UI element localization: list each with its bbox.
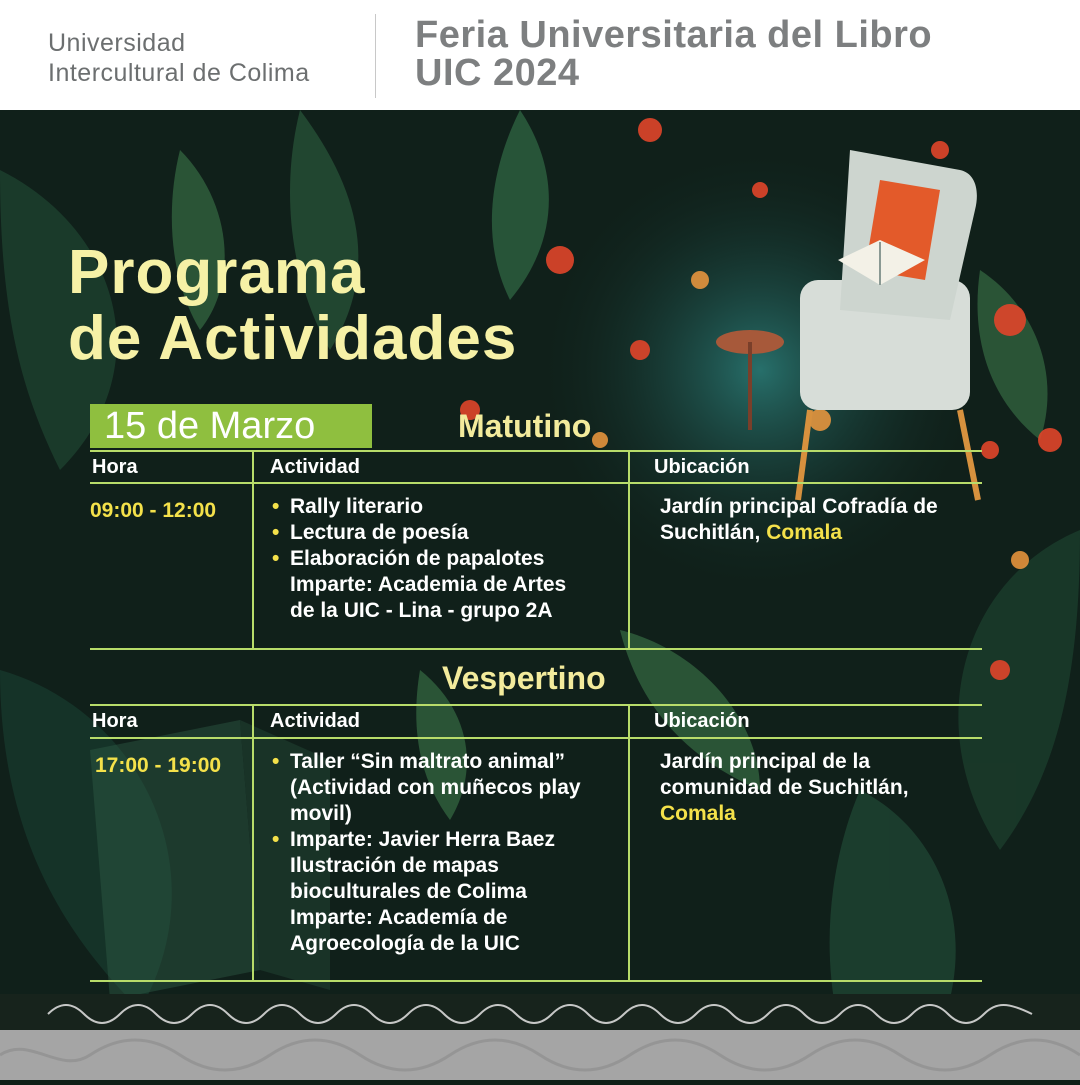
title-line-2: de Actividades: [68, 304, 518, 373]
location-accent: Comala: [766, 521, 843, 544]
university-line-2: Intercultural de Colima: [48, 59, 310, 87]
list-item: • Imparte: Javier Herra Baez Ilustración de mapas bioculturales de Colima Imparte: Academía de Agroecología de la UIC: [272, 827, 581, 957]
vespertino-location: Jardín principal de la comunidad de Suchitlán, Comala: [660, 750, 909, 825]
title-line-1: Programa: [68, 238, 366, 307]
column-header-ubicacion: Ubicación: [654, 710, 750, 732]
column-header-hora: Hora: [92, 456, 138, 478]
matutino-location: Jardín principal Cofradía de Suchitlán, Comala: [660, 495, 938, 544]
table-line: [628, 704, 630, 980]
column-header-ubicacion: Ubicación: [654, 456, 750, 478]
list-item: • Elaboración de papalotes Imparte: Academia de Artes de la UIC - Lina - grupo 2A: [272, 546, 566, 624]
matutino-time: 09:00 - 12:00: [90, 499, 217, 522]
header-divider: [375, 14, 376, 98]
page-title: [68, 240, 517, 372]
table-line: [628, 450, 630, 648]
section-vespertino-label: Vespertino: [442, 660, 606, 696]
column-header-actividad: Actividad: [270, 710, 361, 732]
table-line: [252, 450, 254, 648]
section-matutino-label: Matutino: [458, 408, 592, 444]
decorative-border: [0, 994, 1080, 1030]
column-header-hora: Hora: [92, 710, 138, 732]
list-item: • Taller “Sin maltrato animal” (Actividad con muñecos play movil): [272, 749, 581, 827]
list-item: • Rally literario: [272, 494, 566, 520]
header-bar: [0, 0, 1080, 110]
event-title: [415, 16, 932, 92]
date-badge: [90, 404, 372, 448]
column-header-actividad: Actividad: [270, 456, 361, 478]
table-line: [90, 482, 982, 484]
table-line: [90, 704, 982, 706]
date-label: 15 de Marzo: [104, 405, 316, 447]
list-item: • Lectura de poesía: [272, 520, 566, 546]
table-line: [90, 737, 982, 739]
footer-pattern: [0, 1030, 1080, 1080]
matutino-activities: [272, 494, 566, 624]
location-accent: Comala: [660, 802, 736, 825]
vespertino-time: 17:00 - 19:00: [95, 754, 222, 777]
table-line: [90, 648, 982, 650]
university-line-1: Universidad: [48, 29, 186, 57]
university-name: [48, 28, 310, 88]
vespertino-activities: [272, 749, 581, 957]
table-line: [90, 980, 982, 982]
footer-swirl-pattern: [0, 1030, 1080, 1080]
table-line: [252, 704, 254, 980]
event-title-line-1: Feria Universitaria del Libro: [415, 14, 933, 56]
table-line: [90, 450, 982, 452]
event-title-line-2: UIC 2024: [415, 52, 580, 94]
pattern-border: [0, 994, 1080, 1030]
